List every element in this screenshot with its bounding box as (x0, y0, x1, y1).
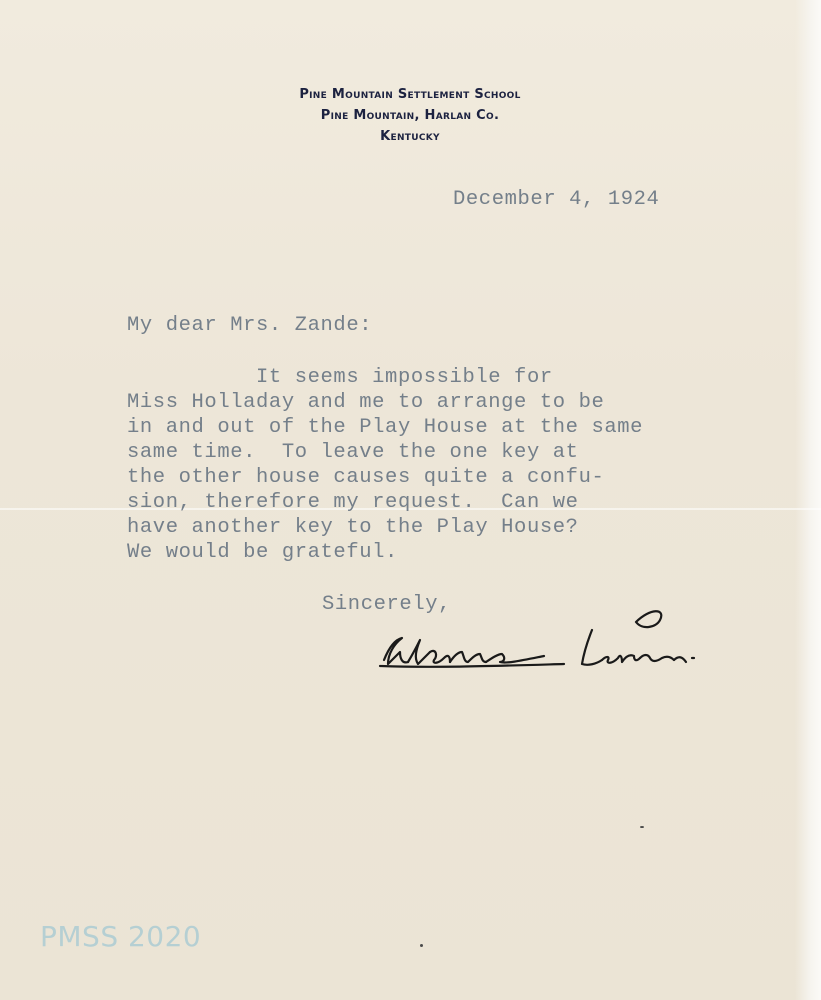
body-line: sion, therefore my request. Can we (127, 491, 579, 514)
body-line: in and out of the Play House at the same (127, 416, 644, 439)
body-line: have another key to the Play House? (127, 516, 579, 539)
body-line: It seems impossible for (127, 366, 553, 389)
paper-speck (420, 944, 423, 947)
body-line: same time. To leave the one key at (127, 441, 579, 464)
letterhead-state: Kentucky (380, 129, 440, 144)
letter-salutation: My dear Mrs. Zande: (127, 314, 373, 337)
body-line: the other house causes quite a confu- (127, 466, 605, 489)
body-line: Miss Holladay and me to arrange to be (127, 391, 605, 414)
letter-date: December 4, 1924 (453, 188, 660, 211)
letterhead (200, 84, 620, 147)
letter-closing: Sincerely, (322, 593, 452, 616)
letterhead-school-name: Pine Mountain Settlement School (299, 87, 521, 102)
handwritten-signature (374, 600, 734, 685)
watermark: PMSS 2020 (40, 920, 202, 953)
letterhead-town: Pine Mountain, Harlan Co. (320, 108, 500, 123)
paper-speck (640, 826, 644, 828)
body-line: We would be grateful. (127, 541, 398, 564)
paper-edge (795, 0, 821, 1000)
